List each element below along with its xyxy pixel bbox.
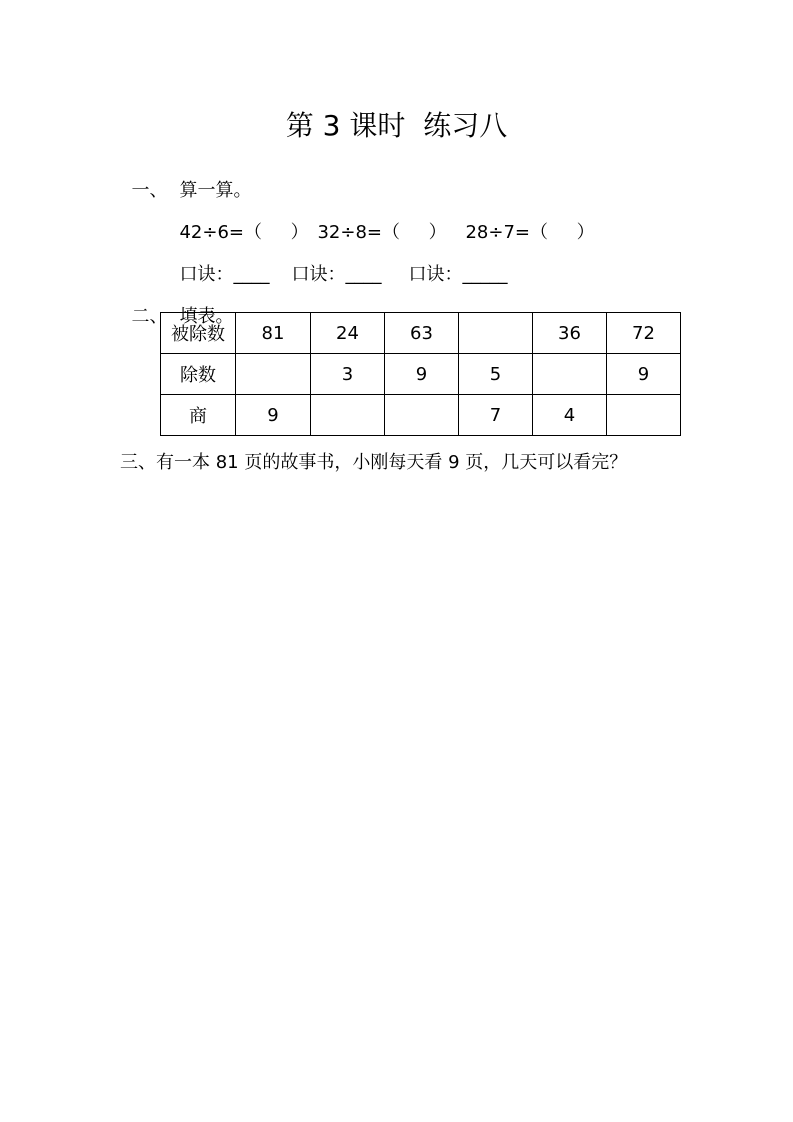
koujue-2: 口诀：____ (291, 264, 382, 285)
problem-3: 28÷7=（ ） (465, 222, 595, 243)
table-cell (459, 313, 533, 354)
table-cell: 9 (607, 354, 681, 395)
division-problems (168, 197, 595, 245)
section-3-word-problem: 三、有一本 81 页的故事书，小刚每天看 9 页，几天可以看完？ (120, 452, 628, 473)
table-cell: 36 (533, 313, 607, 354)
section-2-number: 二、 (131, 306, 168, 327)
section-1-number: 一、 (131, 180, 168, 201)
table-cell: 81 (236, 313, 311, 354)
table-cell: 9 (236, 395, 311, 436)
table-row-divisor (161, 354, 681, 395)
koujue-1: 口诀：____ (179, 264, 270, 285)
table-cell (311, 395, 385, 436)
table-cell: 7 (459, 395, 533, 436)
table-cell (385, 395, 459, 436)
table-cell: 9 (385, 354, 459, 395)
table-cell: 3 (311, 354, 385, 395)
table-cell: 除数 (161, 354, 236, 395)
table-cell: 63 (385, 313, 459, 354)
table-cell (236, 354, 311, 395)
koujue-lines (168, 239, 507, 287)
table-row-quotient (161, 395, 681, 436)
table-cell: 商 (161, 395, 236, 436)
page-title: 第 3 课时 练习八 (285, 109, 508, 142)
table-cell: 被除数 (161, 313, 236, 354)
section-2-title: 填表。 (179, 306, 234, 327)
koujue-3: 口诀：_____ (408, 264, 508, 285)
table-cell: 5 (459, 354, 533, 395)
table-cell: 24 (311, 313, 385, 354)
section-1-heading (120, 155, 251, 203)
problem-1: 42÷6=（ ） (179, 222, 309, 243)
table-cell (533, 354, 607, 395)
problem-2: 32÷8=（ ） (317, 222, 447, 243)
table-row-dividend (161, 313, 681, 354)
division-table (160, 312, 681, 436)
section-1-title: 算一算。 (179, 180, 252, 201)
table-cell: 4 (533, 395, 607, 436)
table-cell (607, 395, 681, 436)
table-cell: 72 (607, 313, 681, 354)
